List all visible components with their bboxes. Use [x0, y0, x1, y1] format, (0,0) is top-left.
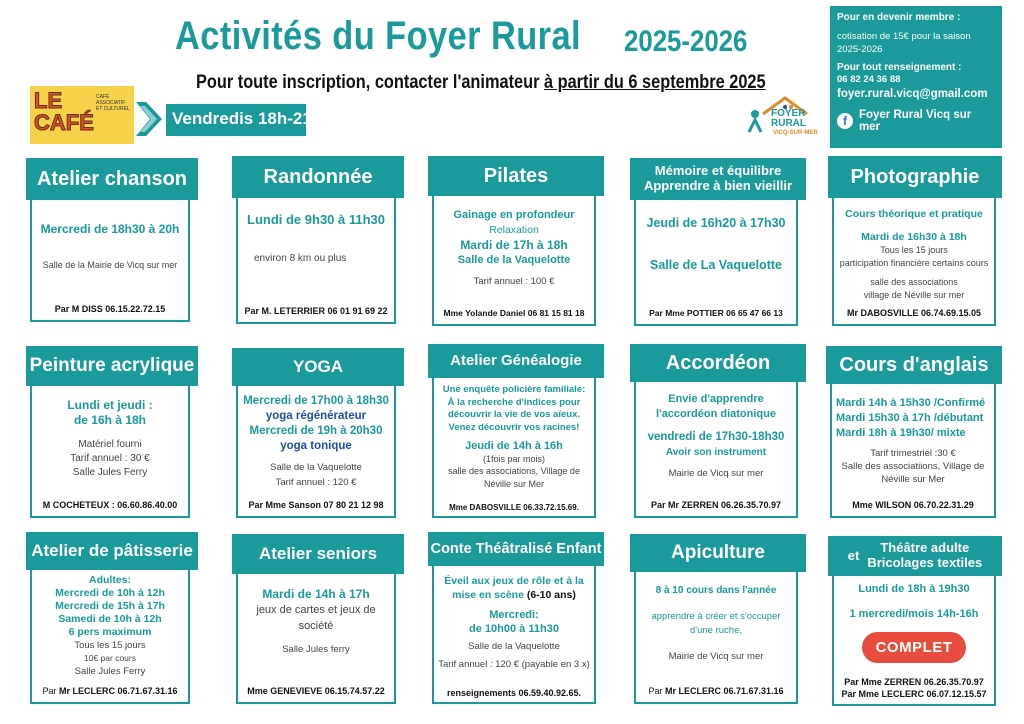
accordeon-intro-2: l'accordéon diatonique	[656, 408, 776, 420]
card-atelier-genealogie	[432, 348, 596, 518]
contact: Par M. LETERRIER 06 01 91 69 22	[244, 306, 388, 316]
contact: Mr DABOSVILLE 06.74.69.15.05	[846, 308, 982, 318]
conte-intro: Éveil aux jeux de rôle et à la	[444, 575, 584, 587]
audience: Adultes:	[89, 574, 131, 586]
card-title-text: Apiculture	[671, 542, 765, 564]
card-atelier-seniors	[236, 538, 396, 704]
card-title	[26, 158, 198, 200]
description-2: d'une ruche,	[690, 625, 742, 636]
requirement: Avoir son instrument	[665, 447, 767, 458]
card-memoire-equilibre	[634, 162, 798, 326]
contact-heading: Pour tout renseignement :	[837, 62, 962, 73]
card-title-line2: Bricolages textiles	[867, 555, 983, 570]
day: Mercredi:	[489, 609, 539, 621]
cafe-logo	[30, 86, 134, 144]
schedule-1: Mercredi de 10h à 12h	[55, 587, 165, 599]
location-village: Néville sur Mer	[483, 478, 544, 489]
card-title-line1: Mémoire et équilibre	[654, 163, 782, 179]
card-title-text: Conte Théâtralisé Enfant	[430, 540, 602, 557]
member-heading: Pour en devenir membre :	[837, 12, 961, 23]
genealogie-intro-1: Une enquête policière familiale:	[442, 384, 586, 395]
card-title	[630, 344, 806, 382]
arrow-right-icon	[136, 102, 164, 136]
subtitle-prefix: Pour toute inscription, contacter l'animateur	[196, 72, 540, 93]
location-village: Néville sur Mer	[881, 474, 945, 485]
schedule-1: Lundi de 18h à 19h30	[858, 583, 970, 595]
price: Tarif annuel : 100 €	[473, 276, 555, 287]
info-box	[830, 6, 1002, 148]
conte-intro-2: mise en scène	[452, 589, 524, 601]
card-atelier-chanson	[30, 162, 190, 322]
location: Salle Jules ferry	[282, 644, 350, 655]
card-title-line1: Théâtre adulte	[880, 540, 970, 556]
card-theatre-bricolages	[832, 540, 996, 706]
contact-prefix: Par	[42, 686, 59, 696]
card-title	[232, 156, 404, 198]
card-yoga	[236, 352, 396, 518]
card-title	[428, 156, 604, 196]
contact: Par Mme POTTIER 06 65 47 66 13	[649, 308, 783, 318]
contact: Mme Yolande Daniel 06 81 15 81 18	[443, 308, 585, 318]
schedule-1: Mercredi de 17h00 à 18h30	[243, 395, 389, 407]
facebook-label: Foyer Rural Vicq sur mer	[858, 109, 972, 133]
card-title-text: Pilates	[483, 164, 549, 187]
capacity: 6 pers maximum	[68, 626, 152, 638]
foyer-rural-place: VICQ-SUR-MER	[773, 130, 818, 136]
card-title-line2: Apprendre à bien vieillir	[643, 178, 793, 193]
card-title-et: et	[847, 547, 860, 563]
location: salle des associations, Village de	[448, 466, 580, 476]
contact-prefix: Par	[648, 686, 665, 696]
schedule: Mardi de 17h à 18h	[460, 238, 568, 252]
card-cours-anglais	[830, 350, 996, 518]
accordeon-intro-1: Envie d'apprendre	[668, 393, 764, 405]
schedule: Jeudi de 14h à 16h	[465, 440, 563, 452]
contact	[36, 686, 184, 696]
location: Mairie de Vicq sur mer	[668, 468, 764, 479]
genealogie-intro-4: Venez découvrir vos racines!	[448, 421, 580, 433]
frequency: (1fois par mois)	[482, 453, 545, 464]
age-range: (6-10 ans)	[523, 589, 576, 601]
card-title-text: YOGA	[292, 357, 344, 377]
card-title	[428, 532, 604, 566]
location: Salle de la Mairie de Vicq sur mer	[42, 260, 178, 270]
activity-1: jeux de cartes et jeux de	[256, 604, 376, 616]
schedule-2: Mercredi de 15h à 17h	[55, 600, 165, 612]
frequency: Tous les 15 jours	[74, 640, 146, 651]
location: Salle Jules Ferry	[72, 467, 148, 478]
location: Salle de La Vaquelotte	[650, 258, 782, 272]
card-title	[26, 532, 198, 570]
card-title-text: Photographie	[850, 165, 980, 188]
card-title	[828, 156, 1002, 198]
location: Salle des associatiions, Village de	[841, 461, 985, 472]
pilates-gainage: Gainage en profondeur	[453, 209, 575, 221]
contact	[838, 676, 990, 700]
schedule-1: Mardi 14h à 15h30 /Confirmé	[836, 397, 986, 409]
contact: Par M DISS 06.15.22.72.15	[54, 304, 166, 314]
card-title-text: Cours d'anglais	[839, 353, 989, 376]
yoga-type-1: yoga régénérateur	[265, 410, 367, 422]
page-title: Activités du Foyer Rural	[175, 14, 582, 58]
card-accordeon	[634, 348, 798, 518]
participation: participation financière certains cours	[839, 258, 989, 268]
location: salle des associations	[870, 277, 958, 287]
contact: renseignements 06.59.40.92.65.	[446, 688, 582, 698]
card-conte-theatralise	[430, 536, 602, 704]
card-title	[826, 346, 1002, 384]
contact: M COCHETEUX : 06.60.86.40.00	[42, 500, 178, 510]
contact-1: Par Mme ZERREN 06.26.35.70.97	[844, 677, 984, 687]
card-title-block	[867, 541, 982, 571]
contact: Par Mme Sanson 07 80 21 12 98	[248, 500, 384, 510]
schedule-3: Mardi 18h à 19h30/ mixte	[836, 427, 966, 439]
complet-badge: COMPLET	[862, 632, 967, 663]
genealogie-intro-3: découvrir la vie de vos aïeux.	[447, 409, 580, 420]
cafe-logo-small: CAFÉ ASSOCIATIF ET CULTUREL	[96, 94, 130, 112]
card-pilates	[432, 160, 596, 326]
price: Tarif annuel : 120 € (payable en 3 x)	[438, 659, 590, 670]
card-peinture-acrylique	[29, 350, 195, 518]
description-1: apprendre à créer et s'occuper	[651, 611, 781, 622]
location: Salle de la Vaquelotte	[270, 462, 362, 473]
pilates-relaxation: Relaxation	[489, 224, 539, 236]
conte-age	[438, 588, 590, 602]
contact: Mme GENEVIEVE 06.15.74.57.22	[247, 686, 385, 696]
card-title	[630, 158, 806, 200]
location-village: village de Néville sur mer	[863, 290, 965, 300]
schedule-3: Samedi de 10h à 12h	[58, 613, 162, 625]
card-title-text: Atelier de pâtisserie	[31, 541, 193, 561]
distance: environ 8 km ou plus	[254, 253, 347, 264]
card-photographie	[832, 160, 996, 326]
member-text: cotisation de 15€ pour la saison 2025-2026	[837, 31, 971, 55]
card-title	[232, 348, 404, 386]
price: Tarif trimestriel :30 €	[870, 448, 956, 459]
contact: Par Mr ZERREN 06.26.35.70.97	[650, 500, 782, 510]
card-atelier-patisserie	[30, 536, 193, 704]
contact-phone: 06 82 24 36 88	[837, 74, 901, 85]
card-randonnee	[236, 160, 396, 324]
schedule: Mardi de 16h30 à 18h	[861, 231, 967, 243]
contact: Mme WILSON 06.70.22.31.29	[852, 500, 974, 510]
card-title-text: Atelier chanson	[36, 167, 188, 190]
cafe-logo-text: LE CAFÉ	[34, 88, 94, 135]
schedule-2: Mardi 15h30 à 17h /débutant	[836, 412, 984, 424]
location: Salle Jules Ferry	[74, 666, 146, 677]
contact-name: Mr LECLERC 06.71.67.31.16	[58, 686, 178, 696]
foyer-rural-name: FOYER RURAL	[771, 108, 806, 129]
subtitle-date: à partir du 6 septembre 2025	[543, 72, 766, 93]
facebook-link[interactable]	[837, 109, 995, 133]
complet-badge-wrap	[838, 632, 990, 663]
schedule: Mardi de 14h à 17h	[262, 587, 370, 601]
card-title	[630, 534, 806, 572]
schedule: de 16h à 18h	[73, 413, 147, 427]
schedule: Mercredi de 18h30 à 20h	[40, 222, 180, 236]
price: Tarif annuel : 120 €	[275, 477, 357, 488]
activity-2: société	[298, 620, 334, 632]
price: 10€ par cours	[84, 653, 136, 663]
frequency: Tous les 15 jours	[880, 245, 948, 255]
frequency: 8 à 10 cours dans l'année	[655, 585, 777, 596]
card-title-text: Atelier Généalogie	[450, 352, 582, 370]
cafe-hours: Vendredis 18h-21h	[166, 104, 306, 136]
photo-subtitle: Cours théorique et pratique	[845, 208, 983, 220]
foyer-rural-logo	[745, 92, 827, 140]
card-title	[26, 346, 198, 386]
contact-email[interactable]: foyer.rural.vicq@gmail.com	[837, 88, 988, 100]
subtitle	[196, 72, 766, 94]
card-title	[232, 534, 404, 574]
card-title	[428, 344, 604, 378]
contact-2: Par Mme LECLERC 06.07.12.15.57	[841, 689, 987, 699]
location: Mairie de Vicq sur mer	[668, 651, 764, 662]
schedule: vendredi de 17h30-18h30	[647, 431, 785, 443]
card-title	[828, 536, 1002, 576]
card-title-text: Randonnée	[263, 165, 373, 188]
card-title-text: Peinture acrylique	[29, 355, 195, 377]
season-label: 2025-2026	[624, 25, 748, 58]
schedule-2: 1 mercredi/mois 14h-16h	[849, 608, 979, 620]
schedule: Jeudi de 16h20 à 17h30	[646, 216, 786, 230]
location: Salle de la Vaquelotte	[468, 641, 560, 652]
schedule: de 10h00 à 11h30	[469, 623, 559, 635]
card-apiculture	[634, 538, 798, 704]
genealogie-intro-2: À la recherche d'indices pour	[447, 396, 581, 408]
contact: Mme DABOSVILLE 06.33.72.15.69.	[449, 503, 579, 512]
material: Matériel fourni	[78, 439, 142, 450]
schedule: Lundi de 9h30 à 11h30	[247, 212, 385, 227]
facebook-icon: f	[837, 113, 853, 129]
contact-name: Mr LECLERC 06.71.67.31.16	[664, 686, 784, 696]
contact	[640, 686, 792, 696]
yoga-type-2: yoga tonique	[280, 440, 352, 452]
price: Tarif annuel : 30 €	[70, 453, 150, 464]
card-title-text: Atelier seniors	[258, 544, 378, 564]
location: Salle de la Vaquelotte	[457, 254, 571, 266]
days: Lundi et jeudi :	[67, 398, 153, 412]
schedule-2: Mercredi de 19h à 20h30	[249, 425, 383, 437]
card-title-text: Accordéon	[665, 351, 771, 374]
